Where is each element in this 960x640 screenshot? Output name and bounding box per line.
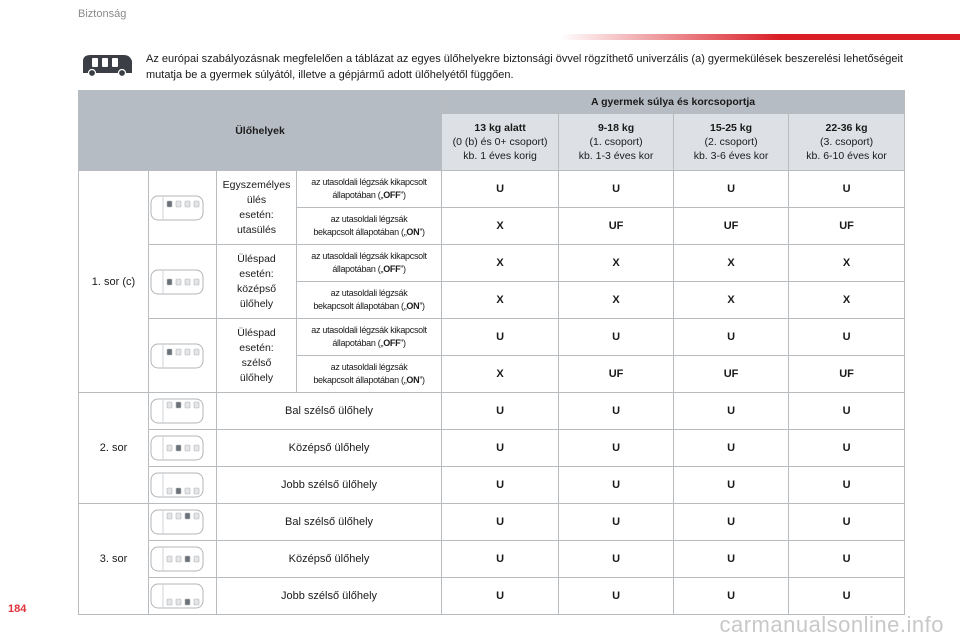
airbag-state-cell: az utasoldali légzsák kikapcsolt állapotában („OFF”) — [297, 245, 442, 282]
car-seat-plan-icon — [149, 545, 205, 573]
car-seat-plan-icon — [149, 194, 205, 222]
airbag-state: ON — [406, 375, 420, 385]
seat-description: Bal szélső ülőhely — [217, 504, 442, 541]
column-header-1: 9-18 kg (1. csoport) kb. 1-3 éves kor — [559, 114, 674, 171]
value-cell: U — [789, 504, 905, 541]
table-row — [79, 504, 905, 541]
value-cell: X — [674, 282, 789, 319]
airbag-state-cell: az utasoldali légzsák bekapcsolt állapotában („ON”) — [297, 356, 442, 393]
value-cell: U — [674, 430, 789, 467]
seat-description: Bal szélső ülőhely — [217, 393, 442, 430]
value-cell: X — [442, 208, 559, 245]
value-cell: U — [674, 578, 789, 615]
value-cell: U — [559, 319, 674, 356]
airbag-state: ON — [406, 301, 420, 311]
table-row — [79, 430, 905, 467]
seat-description: Jobb szélső ülőhely — [217, 578, 442, 615]
value-cell: U — [789, 467, 905, 504]
value-cell: U — [674, 393, 789, 430]
value-cell: U — [442, 467, 559, 504]
seats-header: Ülőhelyek — [79, 91, 442, 171]
seat-diagram — [149, 467, 217, 504]
car-seat-plan-icon — [149, 508, 205, 536]
value-cell: U — [559, 171, 674, 208]
value-cell: U — [789, 578, 905, 615]
value-cell: UF — [789, 208, 905, 245]
row-label-third: 3. sor — [79, 504, 149, 615]
table-row — [79, 541, 905, 578]
table-row — [79, 393, 905, 430]
value-cell: U — [789, 430, 905, 467]
value-cell: U — [442, 393, 559, 430]
section-title: Biztonság — [78, 8, 127, 20]
car-seat-plan-icon — [149, 434, 205, 462]
airbag-state-cell: az utasoldali légzsák kikapcsolt állapotában („OFF”) — [297, 171, 442, 208]
value-cell: X — [442, 282, 559, 319]
value-cell: U — [674, 504, 789, 541]
car-seat-plan-icon — [149, 342, 205, 370]
value-cell: U — [559, 430, 674, 467]
value-cell: X — [789, 245, 905, 282]
value-cell: UF — [674, 208, 789, 245]
value-cell: U — [789, 171, 905, 208]
row-label-front: 1. sor (c) — [79, 171, 149, 393]
airbag-state: OFF — [383, 264, 401, 274]
value-cell: X — [559, 245, 674, 282]
value-cell: U — [674, 541, 789, 578]
value-cell: X — [442, 356, 559, 393]
column-header-3: 22-36 kg (3. csoport) kb. 6-10 éves kor — [789, 114, 905, 171]
car-seat-plan-icon — [149, 582, 205, 610]
table-row — [79, 319, 905, 356]
value-cell: U — [442, 504, 559, 541]
seat-description: Középső ülőhely — [217, 430, 442, 467]
table-row — [79, 578, 905, 615]
seat-diagram — [149, 541, 217, 578]
value-cell: X — [674, 245, 789, 282]
airbag-state: ON — [406, 227, 420, 237]
value-cell: UF — [674, 356, 789, 393]
table-row — [79, 245, 905, 282]
seat-diagram — [149, 578, 217, 615]
car-seat-plan-icon — [149, 471, 205, 499]
value-cell: U — [789, 541, 905, 578]
airbag-state-cell: az utasoldali légzsák bekapcsolt állapotában („ON”) — [297, 282, 442, 319]
seat-diagram — [149, 319, 217, 393]
value-cell: X — [559, 282, 674, 319]
seat-diagram — [149, 171, 217, 245]
value-cell: X — [789, 282, 905, 319]
table-row — [79, 171, 905, 208]
value-cell: U — [559, 578, 674, 615]
seat-description: Üléspad esetén: szélső ülőhely — [217, 319, 297, 393]
value-cell: U — [559, 393, 674, 430]
intro-paragraph: Az európai szabályozásnak megfelelően a táblázat az egyes ülőhelyekre biztonsági övvel rögzíthető univerzális (a) gyermekülések beszerelési lehetőségeit mutatja be a gyermek súlyától, illetve a gépjármű adott ülőhelyétől függően. — [146, 53, 903, 81]
airbag-state-cell: az utasoldali légzsák kikapcsolt állapotában („OFF”) — [297, 319, 442, 356]
van-seats-icon — [80, 51, 134, 77]
airbag-state: OFF — [383, 338, 401, 348]
value-cell: UF — [559, 208, 674, 245]
seat-description: Egyszemélyes ülés esetén: utasülés — [217, 171, 297, 245]
seat-diagram — [149, 504, 217, 541]
group-header: A gyermek súlya és korcsoportja — [442, 91, 905, 114]
seat-description: Középső ülőhely — [217, 541, 442, 578]
car-seat-plan-icon — [149, 268, 205, 296]
seat-description: Üléspad esetén: középső ülőhely — [217, 245, 297, 319]
value-cell: U — [559, 467, 674, 504]
table-row — [79, 467, 905, 504]
page-number: 184 — [8, 603, 27, 615]
value-cell: U — [442, 430, 559, 467]
airbag-state: OFF — [383, 190, 401, 200]
value-cell: U — [442, 578, 559, 615]
child-seat-table — [78, 90, 905, 615]
car-seat-plan-icon — [149, 397, 205, 425]
seat-diagram — [149, 430, 217, 467]
value-cell: U — [674, 171, 789, 208]
value-cell: U — [559, 504, 674, 541]
airbag-state-cell: az utasoldali légzsák bekapcsolt állapotában („ON”) — [297, 208, 442, 245]
column-header-2: 15-25 kg (2. csoport) kb. 3-6 éves kor — [674, 114, 789, 171]
column-header-0: 13 kg alatt (0 (b) és 0+ csoport) kb. 1 éves korig — [442, 114, 559, 171]
value-cell: U — [442, 319, 559, 356]
value-cell: U — [442, 171, 559, 208]
value-cell: U — [559, 541, 674, 578]
value-cell: U — [674, 319, 789, 356]
seat-diagram — [149, 245, 217, 319]
value-cell: U — [789, 393, 905, 430]
value-cell: UF — [789, 356, 905, 393]
value-cell: X — [442, 245, 559, 282]
value-cell: U — [674, 467, 789, 504]
row-label-second: 2. sor — [79, 393, 149, 504]
seat-diagram — [149, 393, 217, 430]
value-cell: UF — [559, 356, 674, 393]
seat-description: Jobb szélső ülőhely — [217, 467, 442, 504]
value-cell: U — [789, 319, 905, 356]
watermark: carmanualsonline.info — [719, 612, 944, 637]
accent-bar — [560, 34, 960, 40]
value-cell: U — [442, 541, 559, 578]
